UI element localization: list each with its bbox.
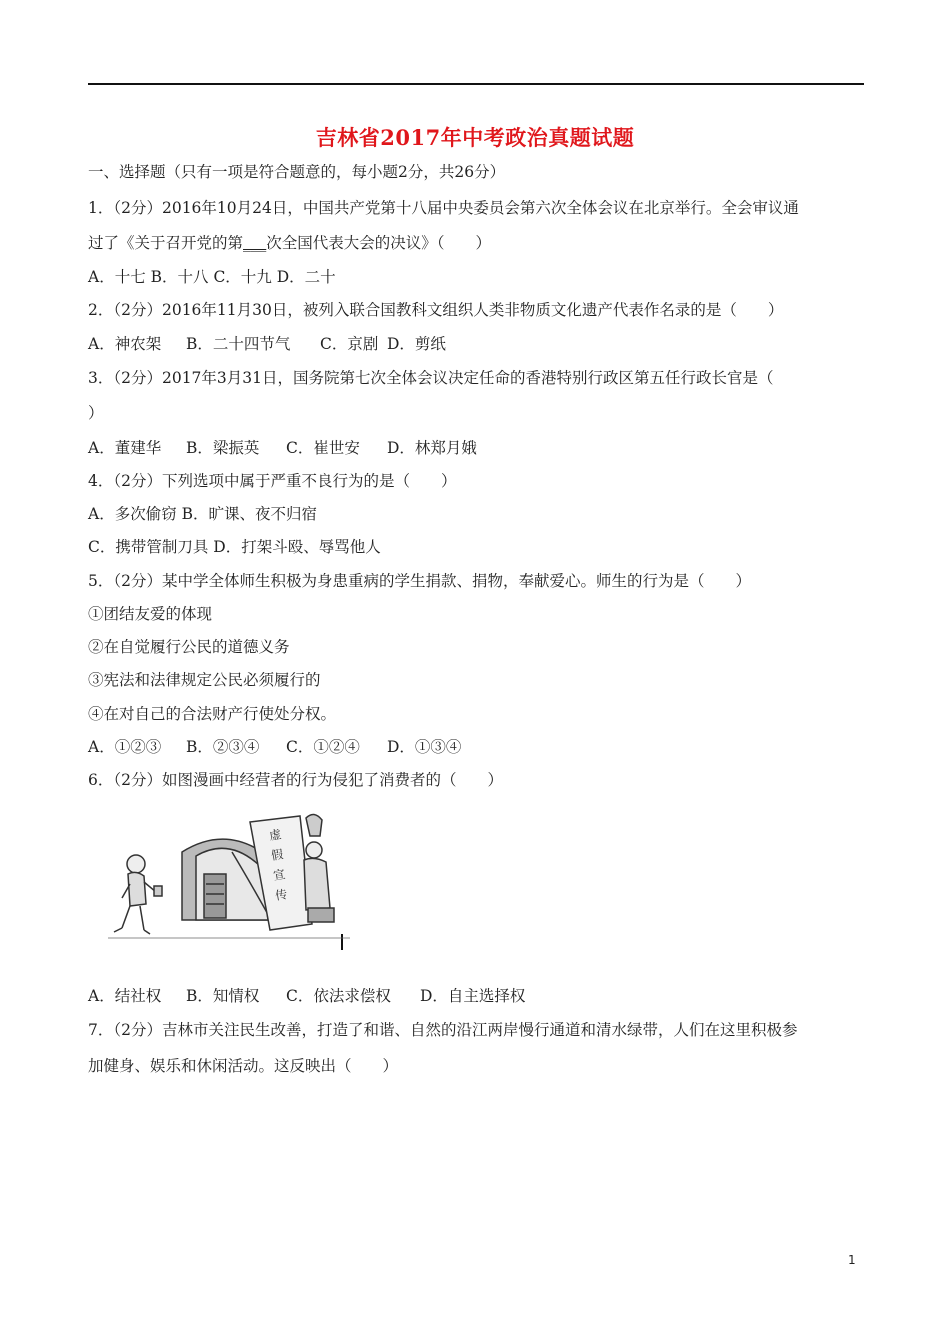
question-5-statement-3: ③宪法和法律规定公民必须履行的	[88, 671, 321, 689]
svg-text:传: 传	[274, 887, 289, 903]
question-1-options: A．十七 B．十八 C．十九 D．二十	[88, 268, 336, 286]
question-5-option-d: D．①③④	[387, 738, 462, 756]
question-2-option-b: B．二十四节气	[186, 335, 291, 353]
page-title: 吉林省2017年中考政治真题试题	[315, 125, 635, 150]
question-3-line-2: ）	[88, 404, 104, 422]
question-4-options-line-2: C．携带管制刀具 D．打架斗殴、辱骂他人	[88, 538, 381, 556]
question-7-line-2: 加健身、娱乐和休闲活动。这反映出（ ）	[88, 1057, 399, 1075]
question-5-text: 5．（2分）某中学全体师生积极为身患重病的学生捐款、捐物，奉献爱心。师生的行为是（ ）	[88, 572, 751, 590]
svg-text:虚: 虚	[268, 827, 283, 843]
question-6-text: 6．（2分）如图漫画中经营者的行为侵犯了消费者的（ ）	[88, 771, 503, 789]
question-6-option-b: B．知情权	[186, 987, 260, 1005]
question-1-blank: ___	[243, 234, 267, 252]
header-rule	[88, 83, 864, 85]
question-6-option-d: D．自主选择权	[420, 987, 526, 1005]
question-1-text-pre: 过了《关于召开党的第	[88, 234, 244, 252]
question-6-option-c: C．依法求偿权	[286, 987, 391, 1005]
question-1-line-1: 1．（2分）2016年10月24日，中国共产党第十八届中央委员会第六次全体会议在北京举行。全会审议通	[88, 199, 799, 217]
question-3-option-a: A．董建华	[88, 439, 162, 457]
question-3-option-c: C．崔世安	[286, 439, 360, 457]
question-2-option-a: A．神农架	[88, 335, 162, 353]
question-2-option-c: C．京剧	[320, 335, 379, 353]
question-7-line-1: 7．（2分）吉林市关注民生改善，打造了和谐、自然的沿江两岸慢行通道和清水绿带，人们在这里积极参	[88, 1021, 798, 1039]
question-6-option-a: A．结社权	[88, 987, 162, 1005]
question-5-statement-4: ④在对自己的合法财产行使处分权。	[88, 705, 337, 723]
cartoon-false-advertising	[100, 812, 350, 954]
question-5-statement-2: ②在自觉履行公民的道德义务	[88, 638, 290, 656]
question-1-text-post: 次全国代表大会的决议》（ ）	[266, 234, 492, 252]
svg-text:宣: 宣	[272, 867, 287, 883]
question-2-text: 2．（2分）2016年11月30日，被列入联合国教科文组织人类非物质文化遗产代表作名录的是（ ）	[88, 301, 784, 319]
page-number: 1	[848, 1253, 856, 1267]
question-5-option-c: C．①②④	[286, 738, 360, 756]
question-1-line-2	[88, 233, 491, 253]
question-3-line-1: 3．（2分）2017年3月31日，国务院第七次全体会议决定任命的香港特别行政区第五任行政长官是（	[88, 369, 774, 387]
question-3-option-b: B．梁振英	[186, 439, 260, 457]
section-heading: 一、选择题（只有一项是符合题意的，每小题2分，共26分）	[88, 163, 506, 181]
question-2-option-d: D．剪纸	[387, 335, 446, 353]
question-5-option-a: A．①②③	[88, 738, 162, 756]
question-4-options-line-1: A．多次偷窃 B．旷课、夜不归宿	[88, 505, 318, 523]
svg-text:假: 假	[270, 847, 285, 863]
question-3-option-d: D．林郑月娥	[387, 439, 477, 457]
question-4-text: 4．（2分）下列选项中属于严重不良行为的是（ ）	[88, 472, 457, 490]
question-5-option-b: B．②③④	[186, 738, 260, 756]
question-5-statement-1: ①团结友爱的体现	[88, 605, 213, 623]
